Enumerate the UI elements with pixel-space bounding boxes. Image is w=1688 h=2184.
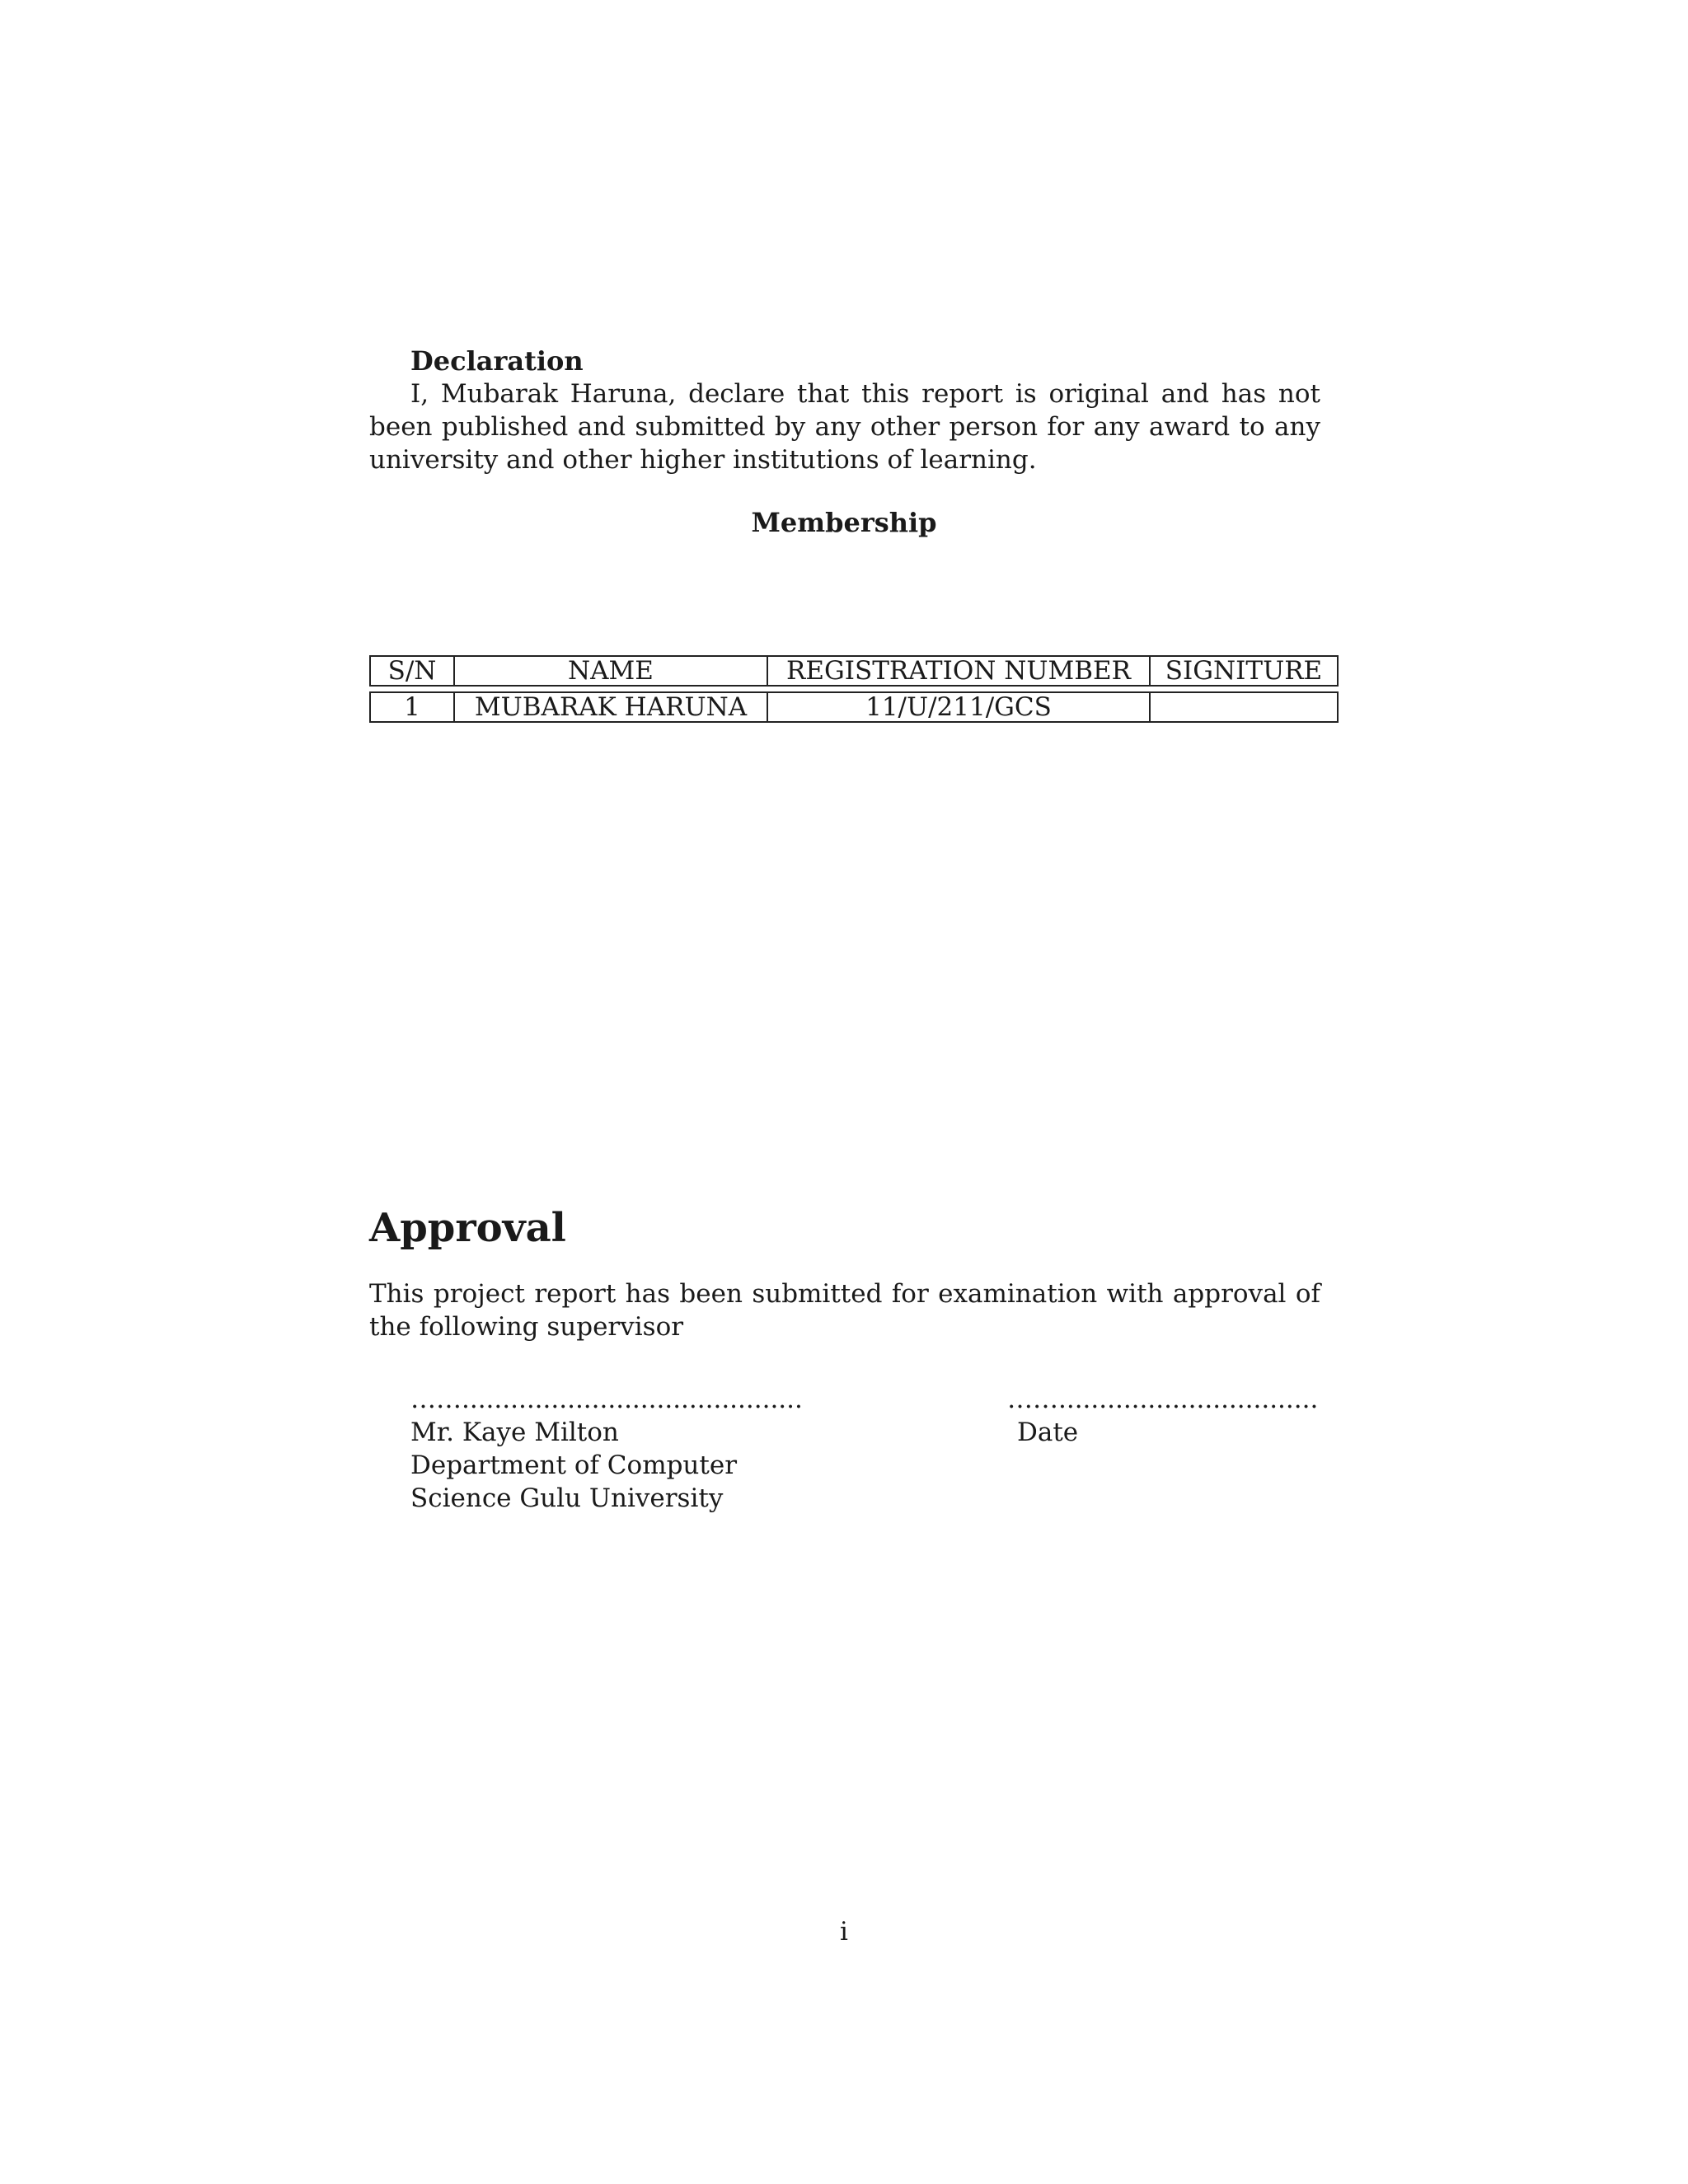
date-label: Date	[1017, 1418, 1079, 1447]
page-number: i	[840, 1917, 848, 1947]
supervisor-department-line1: Department of Computer	[410, 1451, 738, 1480]
approval-body: This project report has been submitted for examination with approval of the following supervisor	[369, 1279, 1320, 1342]
cell-name: MUBARAK HARUNA	[453, 693, 767, 721]
declaration-body: I, Mubarak Haruna, declare that this report is original and has not been published and submitted by any other person for any award to any university and other higher institutions of learning.	[369, 379, 1320, 475]
supervisor-signature-block	[410, 1383, 872, 1515]
cell-registration-number: 11/U/211/GCS	[767, 693, 1149, 721]
header-name: NAME	[453, 657, 767, 685]
membership-heading: Membership	[751, 507, 937, 538]
membership-table	[369, 655, 1339, 723]
cell-signature	[1149, 693, 1337, 721]
date-signature-block	[1007, 1383, 1337, 1449]
table-header-row	[369, 655, 1339, 687]
supervisor-name: Mr. Kaye Milton	[410, 1418, 619, 1447]
supervisor-signature-line: ……..........................................	[410, 1385, 803, 1414]
header-registration-number: REGISTRATION NUMBER	[767, 657, 1149, 685]
supervisor-department-line2: Science Gulu University	[410, 1483, 724, 1513]
table-row	[369, 691, 1339, 723]
header-signature: SIGNITURE	[1149, 657, 1337, 685]
cell-sn: 1	[404, 693, 420, 721]
date-signature-line: ……................................	[1007, 1385, 1319, 1414]
header-sn: S/N	[387, 657, 437, 685]
declaration-heading: Declaration	[410, 345, 584, 377]
approval-heading: Approval	[369, 1205, 566, 1251]
